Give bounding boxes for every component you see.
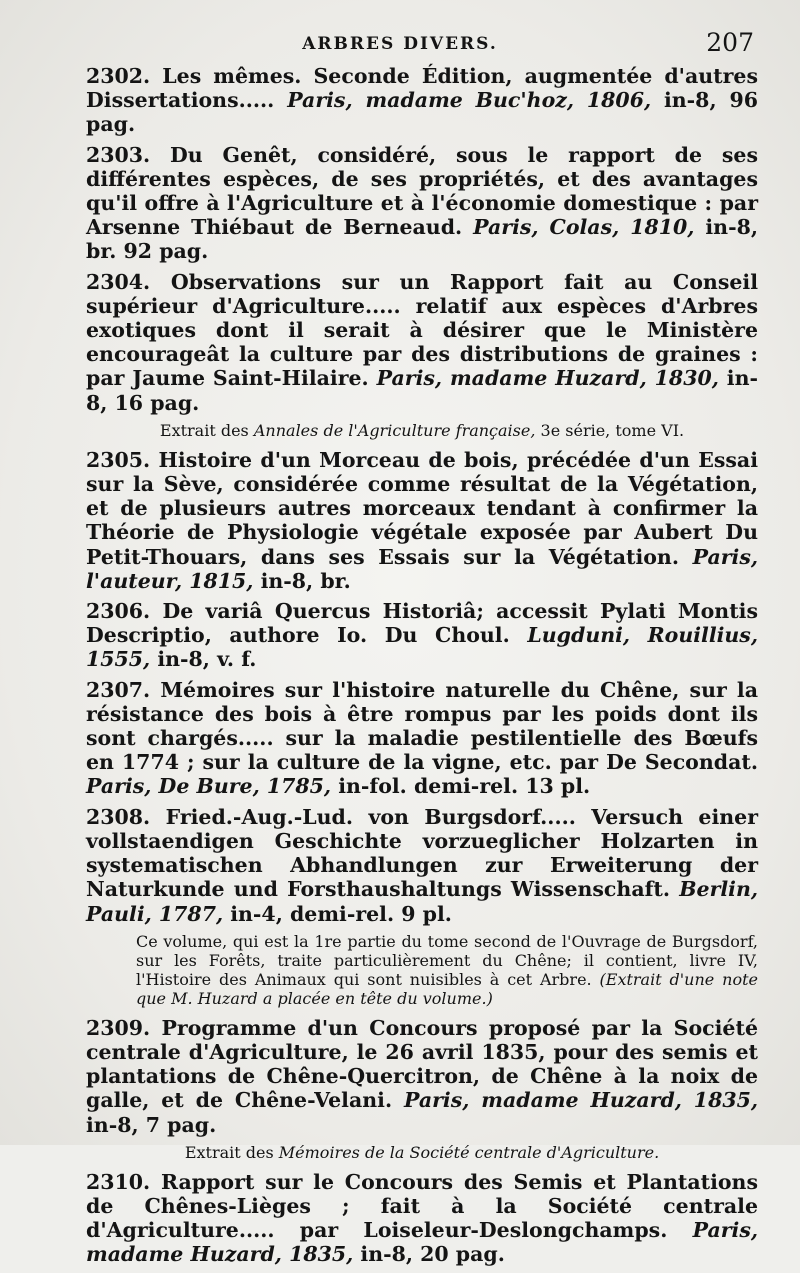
entry-text: Observations sur un Rapport fait au Conseil supérieur d'Agriculture..... relatif aux espèces d'Arbres exotiques dont il serait à désirer que le Ministère encourageât la culture par des distributions de graines : par Jaume Saint-Hilaire. bbox=[86, 269, 758, 391]
entry-text: Les mêmes. Seconde Édition, augmentée d'autres Dissertations..... bbox=[86, 64, 758, 113]
entry-2306 bbox=[86, 599, 758, 672]
entry-format: in-8, br. 92 pag. bbox=[86, 215, 758, 264]
entry-publisher: Paris, madame Buc'hoz, 1806, bbox=[287, 88, 652, 113]
running-header: ARBRES DIVERS. bbox=[302, 34, 498, 54]
entry-publisher: Paris, madame Huzard, 1830, bbox=[376, 366, 719, 391]
entry-format: in-8, br. bbox=[253, 568, 351, 593]
entry-format: in-8, 96 pag. bbox=[86, 88, 758, 137]
entry-number: 2303. bbox=[86, 142, 151, 167]
entry-text: Histoire d'un Morceau de bois, précédée d'un Essai sur la Sève, considérée comme résultat de la Végétation, et de plusieurs autres morceaux tendant à confirmer la Théorie de Physiologie végétale exposée par Aubert Du Petit-Thouars, dans ses Essais sur la Végétation. bbox=[86, 447, 758, 569]
entry-publisher: Paris, Colas, 1810, bbox=[473, 215, 695, 240]
entry-publisher: Paris, l'auteur, 1815, bbox=[86, 544, 758, 593]
note-2304 bbox=[86, 421, 758, 440]
entry-text: De variâ Quercus Historiâ; accessit Pylati Montis Descriptio, authore Io. Du Choul. bbox=[86, 599, 758, 648]
page-number: 207 bbox=[706, 28, 754, 57]
note-2309 bbox=[86, 1143, 758, 1162]
entry-publisher: Paris, madame Huzard, 1835, bbox=[403, 1088, 758, 1113]
entry-2309 bbox=[86, 1016, 758, 1137]
entry-publisher: Paris, madame Huzard, 1835, bbox=[86, 1218, 758, 1267]
page-body bbox=[86, 64, 758, 1273]
entry-2310 bbox=[86, 1170, 758, 1267]
entry-text: Mémoires sur l'histoire naturelle du Chêne, sur la résistance des bois à être rompus par les poids dont ils sont chargés..... sur la maladie pestilentielle des Bœufs en 1774 ; sur la culture de la vigne, etc. par De Secondat. bbox=[86, 677, 758, 775]
note-title: Mémoires de la Société centrale d'Agriculture. bbox=[278, 1142, 660, 1162]
note-2308 bbox=[86, 932, 758, 1008]
note-title: Annales de l'Agriculture française, bbox=[253, 420, 536, 440]
entry-2303 bbox=[86, 143, 758, 264]
note-text: Ce volume, qui est la 1re partie du tome second de l'Ouvrage de Burgsdorf, sur les Forêts, traite particulièrement du Chêne; il contient, livre IV, l'Histoire des Animaux qui sont nuisibles à cet Arbre. bbox=[136, 931, 758, 989]
entry-2308 bbox=[86, 805, 758, 926]
entry-text: Fried.-Aug.-Lud. von Burgsdorf..... Versuch einer vollstaendigen Geschichte vorzueglicher Holzarten in systematischen Abhandlungen zur Erweiterung der Naturkunde und Forsthaushaltungs Wissenschaft. bbox=[86, 804, 758, 902]
entry-publisher: Paris, De Bure, 1785, bbox=[86, 774, 332, 799]
entry-2307 bbox=[86, 678, 758, 799]
entry-2305 bbox=[86, 448, 758, 593]
entry-number: 2304. bbox=[86, 269, 151, 294]
entry-text: Du Genêt, considéré, sous le rapport de ses différentes espèces, de ses propriétés, et des avantages qu'il offre à l'Agriculture et à l'économie domestique : par Arsenne Thiébaut de Berneaud. bbox=[86, 142, 758, 240]
note-source: (Extrait d'une note que M. Huzard a placée en tête du volume.) bbox=[136, 969, 758, 1008]
entry-number: 2308. bbox=[86, 804, 151, 829]
entry-2304 bbox=[86, 270, 758, 415]
note-text: 3e série, tome VI. bbox=[535, 420, 685, 440]
entry-number: 2302. bbox=[86, 64, 151, 88]
entry-format: in-4, demi-rel. 9 pl. bbox=[223, 901, 452, 926]
entry-number: 2306. bbox=[86, 599, 151, 624]
entry-format: in-8, v. f. bbox=[150, 647, 257, 672]
entry-format: in-fol. demi-rel. 13 pl. bbox=[331, 774, 591, 799]
note-text: Extrait des bbox=[184, 1142, 279, 1162]
entry-text: Programme d'un Concours proposé par la Société centrale d'Agriculture, le 26 avril 1835, pour des semis et plantations de Chêne-Quercitron, de Chêne à la noix de galle, et de Chêne-Velani. bbox=[86, 1015, 758, 1113]
entry-number: 2307. bbox=[86, 677, 151, 702]
entry-publisher: Lugduni, Rouillius, 1555, bbox=[86, 623, 758, 672]
entry-format: in-8, 16 pag. bbox=[86, 366, 759, 415]
entry-number: 2305. bbox=[86, 447, 151, 472]
entry-text: Rapport sur le Concours des Semis et Plantations de Chênes-Lièges ; fait à la Société centrale d'Agriculture..... par Loiseleur-Deslongchamps. bbox=[86, 1169, 758, 1243]
note-text: Extrait des bbox=[159, 420, 254, 440]
entry-number: 2310. bbox=[86, 1169, 151, 1194]
entry-format: in-8, 7 pag. bbox=[86, 1112, 217, 1137]
entry-number: 2309. bbox=[86, 1015, 151, 1040]
entry-2302 bbox=[86, 64, 758, 137]
entry-format: in-8, 20 pag. bbox=[353, 1242, 505, 1267]
entry-publisher: Berlin, Pauli, 1787, bbox=[86, 877, 758, 926]
